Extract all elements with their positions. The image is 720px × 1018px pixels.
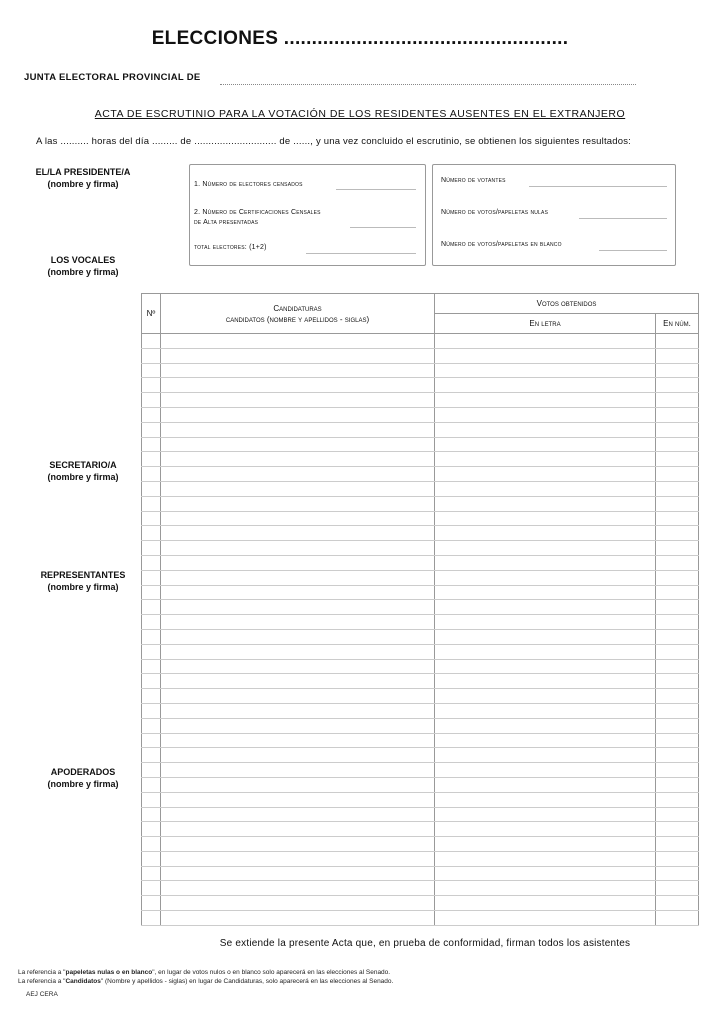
table-row	[142, 703, 699, 718]
cell-num[interactable]	[142, 511, 161, 526]
table-row	[142, 896, 699, 911]
table-row	[142, 452, 699, 467]
cell-num[interactable]	[142, 689, 161, 704]
cell-en-letra[interactable]	[435, 837, 656, 852]
cell-candidatura[interactable]	[161, 363, 435, 378]
cell-candidatura[interactable]	[161, 378, 435, 393]
cell-en-letra[interactable]	[435, 348, 656, 363]
table-row	[142, 748, 699, 763]
cell-num[interactable]	[142, 378, 161, 393]
table-row	[142, 807, 699, 822]
cell-candidatura[interactable]	[161, 659, 435, 674]
votantes-label: Número de votantes	[441, 177, 506, 184]
cell-en-letra[interactable]	[435, 422, 656, 437]
cell-en-letra[interactable]	[435, 674, 656, 689]
signatory-role: REPRESENTANTES	[40, 570, 126, 580]
cell-num[interactable]	[142, 629, 161, 644]
cell-candidatura[interactable]	[161, 881, 435, 896]
table-row	[142, 881, 699, 896]
cell-num[interactable]	[142, 718, 161, 733]
cell-candidatura[interactable]	[161, 644, 435, 659]
cell-num[interactable]	[142, 644, 161, 659]
table-row	[142, 733, 699, 748]
cell-en-letra[interactable]	[435, 763, 656, 778]
cell-en-letra[interactable]	[435, 792, 656, 807]
signatory-secretario	[18, 459, 148, 483]
cell-en-letra[interactable]	[435, 600, 656, 615]
cell-en-letra[interactable]	[435, 334, 656, 349]
cell-en-letra[interactable]	[435, 467, 656, 482]
cell-en-num[interactable]	[656, 393, 699, 408]
cell-en-letra[interactable]	[435, 777, 656, 792]
cell-en-num[interactable]	[656, 837, 699, 852]
table-row	[142, 689, 699, 704]
table-row	[142, 615, 699, 630]
cell-en-letra[interactable]	[435, 718, 656, 733]
cell-en-letra[interactable]	[435, 570, 656, 585]
closing-statement: Se extiende la presente Acta que, en prueba de conformidad, firman todos los asistentes	[219, 938, 631, 949]
signatory-apoderados	[18, 766, 148, 790]
footnote-2-pre: La referencia a "	[18, 978, 66, 985]
cell-en-num[interactable]	[656, 348, 699, 363]
cell-candidatura[interactable]	[161, 555, 435, 570]
cell-en-letra[interactable]	[435, 659, 656, 674]
cell-en-num[interactable]	[656, 822, 699, 837]
cell-num[interactable]	[142, 348, 161, 363]
cell-en-num[interactable]	[656, 674, 699, 689]
document-title: ELECCIONES ...................................................	[151, 28, 569, 49]
form-code: AEJ CERA	[26, 991, 58, 998]
cell-en-letra[interactable]	[435, 541, 656, 556]
signatory-role: LOS VOCALES	[50, 255, 116, 265]
col-header-candidaturas	[161, 294, 435, 334]
cell-en-letra[interactable]	[435, 703, 656, 718]
cell-en-letra[interactable]	[435, 866, 656, 881]
table-row	[142, 511, 699, 526]
cell-en-letra[interactable]	[435, 511, 656, 526]
cell-en-num[interactable]	[656, 496, 699, 511]
cell-candidatura[interactable]	[161, 851, 435, 866]
cell-en-num[interactable]	[656, 570, 699, 585]
cell-candidatura[interactable]	[161, 407, 435, 422]
cell-en-num[interactable]	[656, 334, 699, 349]
cell-candidatura[interactable]	[161, 703, 435, 718]
cell-candidatura[interactable]	[161, 866, 435, 881]
table-row	[142, 407, 699, 422]
acta-title: ACTA DE ESCRUTINIO PARA LA VOTACIÓN DE LOS RESIDENTES AUSENTES EN EL EXTRANJERO	[94, 108, 626, 120]
footnote-1-pre: La referencia a "	[18, 969, 66, 976]
nulas-field[interactable]	[579, 218, 667, 219]
cell-en-letra[interactable]	[435, 378, 656, 393]
table-row	[142, 911, 699, 926]
cell-num[interactable]	[142, 822, 161, 837]
cell-en-num[interactable]	[656, 407, 699, 422]
cell-en-letra[interactable]	[435, 526, 656, 541]
footnote-1-bold: papeletas nulas o en blanco	[65, 969, 153, 976]
table-row	[142, 674, 699, 689]
blanco-field[interactable]	[599, 250, 667, 251]
table-row	[142, 659, 699, 674]
cell-en-num[interactable]	[656, 659, 699, 674]
table-row	[142, 600, 699, 615]
cell-num[interactable]	[142, 363, 161, 378]
table-row	[142, 555, 699, 570]
cell-candidatura[interactable]	[161, 837, 435, 852]
cell-en-letra[interactable]	[435, 496, 656, 511]
cell-en-num[interactable]	[656, 526, 699, 541]
cell-num[interactable]	[142, 600, 161, 615]
cell-en-letra[interactable]	[435, 822, 656, 837]
cell-num[interactable]	[142, 866, 161, 881]
total-electores-label: total electores: (1+2)	[194, 244, 267, 251]
cell-candidatura[interactable]	[161, 496, 435, 511]
cell-candidatura[interactable]	[161, 615, 435, 630]
cell-candidatura[interactable]	[161, 822, 435, 837]
cell-candidatura[interactable]	[161, 807, 435, 822]
cell-en-letra[interactable]	[435, 615, 656, 630]
electors-box	[189, 164, 426, 266]
table-row	[142, 585, 699, 600]
cell-num[interactable]	[142, 748, 161, 763]
cell-en-num[interactable]	[656, 733, 699, 748]
cell-en-letra[interactable]	[435, 393, 656, 408]
cell-candidatura[interactable]	[161, 437, 435, 452]
cell-num[interactable]	[142, 555, 161, 570]
table-row	[142, 851, 699, 866]
votes-summary-box	[432, 164, 676, 266]
cell-candidatura[interactable]	[161, 348, 435, 363]
cell-en-num[interactable]	[656, 452, 699, 467]
cell-en-num[interactable]	[656, 629, 699, 644]
cell-candidatura[interactable]	[161, 777, 435, 792]
cell-en-letra[interactable]	[435, 881, 656, 896]
cell-num[interactable]	[142, 496, 161, 511]
table-row	[142, 763, 699, 778]
cell-en-letra[interactable]	[435, 807, 656, 822]
cell-en-num[interactable]	[656, 881, 699, 896]
cell-candidatura[interactable]	[161, 526, 435, 541]
signatory-role: EL/LA PRESIDENTE/A	[35, 167, 131, 177]
cell-en-num[interactable]	[656, 911, 699, 926]
blanco-label: Número de votos/papeletas en blanco	[441, 241, 562, 248]
cell-num[interactable]	[142, 674, 161, 689]
cell-en-letra[interactable]	[435, 896, 656, 911]
signatory-note: (nombre y firma)	[47, 472, 119, 482]
cell-en-num[interactable]	[656, 689, 699, 704]
table-row	[142, 437, 699, 452]
cell-candidatura[interactable]	[161, 481, 435, 496]
certificaciones-field[interactable]	[350, 227, 416, 228]
table-row	[142, 526, 699, 541]
table-row	[142, 570, 699, 585]
cell-num[interactable]	[142, 851, 161, 866]
cell-en-num[interactable]	[656, 467, 699, 482]
cell-en-num[interactable]	[656, 896, 699, 911]
cell-candidatura[interactable]	[161, 570, 435, 585]
cell-num[interactable]	[142, 585, 161, 600]
col-header-en-num: En núm.	[656, 314, 699, 334]
cell-en-letra[interactable]	[435, 748, 656, 763]
table-row	[142, 481, 699, 496]
cell-num[interactable]	[142, 393, 161, 408]
cell-num[interactable]	[142, 452, 161, 467]
cell-en-num[interactable]	[656, 378, 699, 393]
cell-en-num[interactable]	[656, 807, 699, 822]
cell-num[interactable]	[142, 703, 161, 718]
footnote-2-post: " (Nombre y apellidos - siglas) en lugar de Candidaturas, solo aparecerá en las elecciones al Senado.	[100, 978, 394, 985]
cell-num[interactable]	[142, 733, 161, 748]
cell-en-num[interactable]	[656, 615, 699, 630]
cell-en-letra[interactable]	[435, 911, 656, 926]
footnote-2	[18, 977, 393, 986]
cell-en-num[interactable]	[656, 555, 699, 570]
cell-num[interactable]	[142, 467, 161, 482]
cell-en-num[interactable]	[656, 763, 699, 778]
cell-num[interactable]	[142, 659, 161, 674]
cell-candidatura[interactable]	[161, 792, 435, 807]
footnotes	[18, 968, 393, 986]
cell-en-letra[interactable]	[435, 851, 656, 866]
cell-candidatura[interactable]	[161, 511, 435, 526]
cell-candidatura[interactable]	[161, 585, 435, 600]
table-row	[142, 393, 699, 408]
candidatos-label: candidatos (nombre y apellidos - siglas)	[225, 314, 370, 324]
cell-en-num[interactable]	[656, 866, 699, 881]
signatory-note: (nombre y firma)	[47, 779, 119, 789]
cell-num[interactable]	[142, 570, 161, 585]
footnote-2-bold: Candidatos	[65, 978, 101, 985]
cell-num[interactable]	[142, 615, 161, 630]
cell-candidatura[interactable]	[161, 763, 435, 778]
cell-num[interactable]	[142, 837, 161, 852]
cell-en-num[interactable]	[656, 481, 699, 496]
cell-num[interactable]	[142, 881, 161, 896]
cell-en-num[interactable]	[656, 777, 699, 792]
cell-num[interactable]	[142, 407, 161, 422]
cell-en-num[interactable]	[656, 600, 699, 615]
intro-text: A las .......... horas del día ......... de ............................. de ......, y una vez concluido el escrutinio, se obtienen los siguientes resultados:	[36, 136, 632, 147]
cell-en-num[interactable]	[656, 541, 699, 556]
table-row	[142, 644, 699, 659]
cell-en-letra[interactable]	[435, 689, 656, 704]
cell-num[interactable]	[142, 777, 161, 792]
cell-candidatura[interactable]	[161, 674, 435, 689]
cell-en-num[interactable]	[656, 585, 699, 600]
cell-candidatura[interactable]	[161, 748, 435, 763]
cell-num[interactable]	[142, 807, 161, 822]
junta-fill-line[interactable]	[220, 84, 636, 85]
cell-candidatura[interactable]	[161, 718, 435, 733]
signatory-representantes	[18, 569, 148, 593]
signatory-role: SECRETARIO/A	[49, 460, 117, 470]
cell-num[interactable]	[142, 896, 161, 911]
cell-en-num[interactable]	[656, 851, 699, 866]
cell-en-letra[interactable]	[435, 585, 656, 600]
nulas-label: Número de votos/papeletas nulas	[441, 209, 549, 216]
cell-candidatura[interactable]	[161, 393, 435, 408]
cell-en-letra[interactable]	[435, 452, 656, 467]
cell-en-num[interactable]	[656, 718, 699, 733]
cell-candidatura[interactable]	[161, 452, 435, 467]
col-header-votos: Votos obtenidos	[435, 294, 699, 314]
cell-num[interactable]	[142, 437, 161, 452]
cell-en-letra[interactable]	[435, 733, 656, 748]
cell-num[interactable]	[142, 763, 161, 778]
cell-num[interactable]	[142, 792, 161, 807]
table-row	[142, 792, 699, 807]
electors-censados-label: 1. Número de electores censados	[194, 181, 303, 188]
cell-en-num[interactable]	[656, 792, 699, 807]
votes-table	[141, 293, 699, 926]
cell-en-letra[interactable]	[435, 644, 656, 659]
cell-en-num[interactable]	[656, 511, 699, 526]
cell-en-num[interactable]	[656, 703, 699, 718]
cell-candidatura[interactable]	[161, 733, 435, 748]
cell-en-letra[interactable]	[435, 363, 656, 378]
signatory-note: (nombre y firma)	[47, 582, 119, 592]
table-row	[142, 837, 699, 852]
signatory-vocales	[18, 254, 148, 278]
vote-rows	[142, 334, 699, 926]
certificaciones-label-2: de Alta presentadas	[194, 219, 259, 226]
cell-candidatura[interactable]	[161, 689, 435, 704]
table-row	[142, 777, 699, 792]
signatory-role: APODERADOS	[50, 767, 116, 777]
cell-num[interactable]	[142, 526, 161, 541]
signatory-note: (nombre y firma)	[47, 267, 119, 277]
cell-candidatura[interactable]	[161, 422, 435, 437]
cell-en-num[interactable]	[656, 748, 699, 763]
table-row	[142, 348, 699, 363]
certificaciones-label-1: 2. Número de Certificaciones Censales	[194, 209, 321, 216]
cell-num[interactable]	[142, 422, 161, 437]
signatory-presidente	[18, 166, 148, 190]
cell-candidatura[interactable]	[161, 467, 435, 482]
cell-en-letra[interactable]	[435, 481, 656, 496]
table-row	[142, 334, 699, 349]
table-row	[142, 541, 699, 556]
cell-en-letra[interactable]	[435, 407, 656, 422]
cell-candidatura[interactable]	[161, 911, 435, 926]
table-row	[142, 378, 699, 393]
table-row	[142, 422, 699, 437]
cell-en-letra[interactable]	[435, 555, 656, 570]
candidaturas-label: Candidaturas	[273, 303, 322, 313]
table-row	[142, 467, 699, 482]
table-row	[142, 629, 699, 644]
cell-en-num[interactable]	[656, 422, 699, 437]
table-row	[142, 718, 699, 733]
col-header-en-letra: En letra	[435, 314, 656, 334]
col-header-num: Nº	[142, 294, 161, 334]
signatory-note: (nombre y firma)	[47, 179, 119, 189]
votantes-field[interactable]	[529, 186, 667, 187]
table-row	[142, 866, 699, 881]
table-row	[142, 822, 699, 837]
cell-en-num[interactable]	[656, 437, 699, 452]
cell-en-num[interactable]	[656, 363, 699, 378]
cell-candidatura[interactable]	[161, 334, 435, 349]
cell-en-letra[interactable]	[435, 629, 656, 644]
cell-candidatura[interactable]	[161, 629, 435, 644]
cell-num[interactable]	[142, 911, 161, 926]
cell-en-letra[interactable]	[435, 437, 656, 452]
cell-candidatura[interactable]	[161, 896, 435, 911]
electors-censados-field[interactable]	[336, 189, 416, 190]
footnote-1-post: ", en lugar de votos nulos o en blanco solo aparecerá en las elecciones al Senado.	[152, 969, 391, 976]
cell-candidatura[interactable]	[161, 541, 435, 556]
table-row	[142, 496, 699, 511]
footnote-1	[18, 968, 393, 977]
table-row	[142, 363, 699, 378]
cell-num[interactable]	[142, 481, 161, 496]
cell-en-num[interactable]	[656, 644, 699, 659]
cell-num[interactable]	[142, 541, 161, 556]
cell-candidatura[interactable]	[161, 600, 435, 615]
cell-num[interactable]	[142, 334, 161, 349]
total-electores-field[interactable]	[306, 253, 416, 254]
junta-label: JUNTA ELECTORAL PROVINCIAL DE	[24, 72, 201, 83]
